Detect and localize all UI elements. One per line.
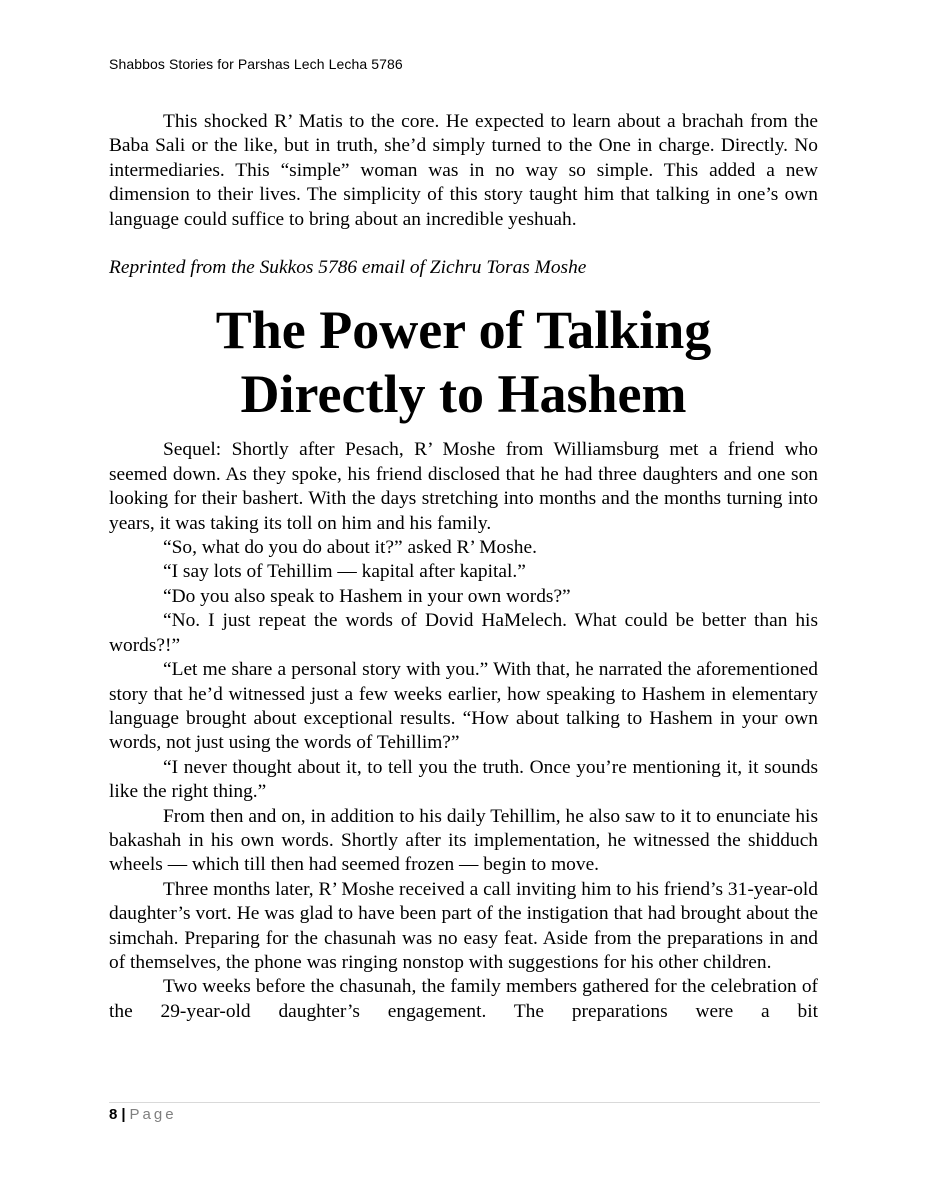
article-title [109,298,818,426]
article-body [109,438,818,1024]
intro-paragraph: This shocked R’ Matis to the core. He expected to learn about a brachah from the Baba Sali or the like, but in truth, she’d simply turned to the One in charge. Directly. No intermediaries. This “simple” woman was in no way so simple. This added a new dimension to their lives. The simplicity of this story taught him that talking in one’s own language could suffice to bring about an incredible yeshuah. [109,111,818,230]
source-note: Reprinted from the Sukkos 5786 email of Zichru Toras Moshe [109,257,587,279]
article-paragraph: “Do you also speak to Hashem in your own words?” [163,585,571,607]
article-paragraph: From then and on, in addition to his daily Tehillim, he also saw to it to enunciate his bakashah in his own words. Shortly after its implementation, he witnessed the shidduch wheels — which till then had seemed frozen — begin to move. [109,805,818,876]
article-title-line-2: Directly to Hashem [240,364,687,425]
article-paragraph: “I never thought about it, to tell you the truth. Once you’re mentioning it, it sounds like the right thing.” [109,756,818,803]
article-paragraph: “Let me share a personal story with you.” With that, he narrated the aforementioned story that he’d witnessed just a few weeks earlier, how speaking to Hashem in elementary language brought about exceptional results. “How about talking to Hashem in your own words, not just using the words of Tehillim?” [109,659,818,754]
footer-separator: | [121,1106,126,1123]
article-paragraph: “So, what do you do about it?” asked R’ Moshe. [163,537,537,559]
footer-divider [109,1102,820,1103]
page-content [109,110,818,1024]
article-paragraph: “No. I just repeat the words of Dovid HaMelech. What could be better than his words?!” [109,610,818,656]
article-title-line-1: The Power of Talking [215,300,712,361]
article-paragraph: Three months later, R’ Moshe received a call inviting him to his friend’s 31-year-old daughter’s vort. He was glad to have been part of the instigation that had brought about the simchah. Preparing for the chasunah was no easy feat. Aside from the preparations in and of themselves, the phone was ringing nonstop with suggestions for his other children. [109,878,818,973]
running-header: Shabbos Stories for Parshas Lech Lecha 5786 [109,56,403,72]
article-paragraph: Sequel: Shortly after Pesach, R’ Moshe from Williamsburg met a friend who seemed down. As they spoke, his friend disclosed that he had three daughters and one son looking for their bashert. With the days stretching into months and the months turning into years, it was taking its toll on him and his family. [109,439,818,534]
article-paragraph: Two weeks before the chasunah, the family members gathered for the celebration of the 29-year-old daughter’s engagement. The preparations were a bit [109,976,818,1022]
page-label: Page [129,1106,177,1123]
page-footer [109,1106,177,1123]
article-paragraph: “I say lots of Tehillim — kapital after kapital.” [163,561,526,583]
page-number: 8 [109,1106,118,1123]
